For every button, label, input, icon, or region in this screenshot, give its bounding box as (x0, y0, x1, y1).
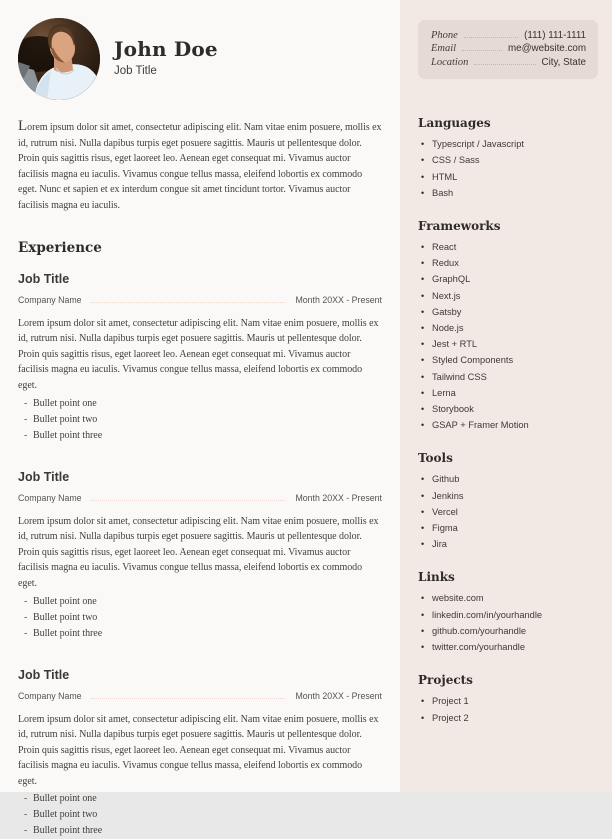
contact-label: Email (431, 42, 456, 55)
job-description: Lorem ipsum dolor sit amet, consectetur adipiscing elit. Nam vitae enim posuere, mollis ex id, rutrum nisi. Nulla dapibus turpis eget posuere sagittis. Mauris ut pellentesque dolor. Proin quis sagittis risus, eget laoreet leo. Aenean eget consequat mi. Vivamus auctor facilisis magna eu iaculis. Vivamus congue tellus massa, eleifend lobortis ex commodo eget. (18, 514, 382, 592)
sidebar-section-heading: Links (418, 570, 598, 584)
contact-value: City, State (542, 56, 586, 69)
sidebar-list-item: • Next.js (418, 288, 598, 304)
sidebar-link-item[interactable]: • github.com/yourhandle (418, 623, 598, 639)
job-entry (18, 668, 382, 839)
sidebar-list-item: • Lerna (418, 385, 598, 401)
job-bullet: - Bullet point three (18, 428, 382, 444)
experience-heading: Experience (18, 240, 382, 256)
dotted-leader (91, 698, 286, 699)
job-bullet: - Bullet point three (18, 823, 382, 839)
sidebar-list-item: • GraphQL (418, 271, 598, 287)
contact-value[interactable]: me@website.com (508, 42, 586, 55)
job-bullets (18, 396, 382, 444)
sidebar-list-item: • Gatsby (418, 304, 598, 320)
job-meta-row (18, 691, 382, 702)
job-entry (18, 272, 382, 444)
sidebar-list-item: • CSS / Sass (418, 152, 598, 168)
job-bullets (18, 791, 382, 839)
job-bullet: - Bullet point one (18, 594, 382, 610)
sidebar-section (418, 673, 598, 725)
dotted-leader (91, 500, 286, 501)
job-meta-row (18, 295, 382, 306)
sidebar-section-list (418, 693, 598, 725)
sidebar-sections (418, 116, 598, 725)
contact-row (431, 56, 586, 69)
sidebar-list-item: • Storybook (418, 401, 598, 417)
sidebar-list-item: • Jenkins (418, 488, 598, 504)
sidebar-section-list (418, 239, 598, 433)
job-dates: Month 20XX - Present (295, 691, 382, 701)
contact-value: (111) 111-1111 (524, 29, 586, 42)
person-name: John Doe (114, 38, 218, 61)
sidebar-list-item: • Jest + RTL (418, 336, 598, 352)
sidebar-section-heading: Frameworks (418, 219, 598, 233)
job-dates: Month 20XX - Present (295, 295, 382, 305)
sidebar-section-list (418, 136, 598, 201)
experience-section (18, 240, 382, 839)
sidebar-list-item: • Vercel (418, 504, 598, 520)
contact-row (431, 42, 586, 55)
job-meta-row (18, 493, 382, 504)
sidebar-list-item: • Node.js (418, 320, 598, 336)
sidebar-section (418, 570, 598, 655)
job-bullet: - Bullet point one (18, 791, 382, 807)
job-title: Job Title (18, 470, 382, 484)
sidebar-section (418, 116, 598, 201)
company-name: Company Name (18, 691, 82, 701)
sidebar-section (418, 451, 598, 552)
company-name: Company Name (18, 493, 82, 503)
dotted-leader (462, 50, 502, 51)
sidebar-link-item[interactable]: • website.com (418, 590, 598, 606)
contact-label: Location (431, 56, 468, 69)
job-title: Job Title (18, 272, 382, 286)
contact-card (418, 20, 598, 79)
profile-photo (18, 18, 100, 100)
identity-header (18, 18, 382, 100)
job-entry (18, 470, 382, 642)
contact-label: Phone (431, 29, 458, 42)
sidebar-list-item: • React (418, 239, 598, 255)
sidebar-list-item: • Bash (418, 185, 598, 201)
sidebar-list-item: • Jira (418, 536, 598, 552)
job-description: Lorem ipsum dolor sit amet, consectetur adipiscing elit. Nam vitae enim posuere, mollis ex id, rutrum nisi. Nulla dapibus turpis eget posuere sagittis. Mauris ut pellentesque dolor. Proin quis sagittis risus, eget laoreet leo. Aenean eget consequat mi. Vivamus auctor facilisis magna eu iaculis. Vivamus congue tellus massa, eleifend lobortis ex commodo eget. (18, 316, 382, 394)
job-description: Lorem ipsum dolor sit amet, consectetur adipiscing elit. Nam vitae enim posuere, mollis ex id, rutrum nisi. Nulla dapibus turpis eget posuere sagittis. Mauris ut pellentesque dolor. Proin quis sagittis risus, eget laoreet leo. Aenean eget consequat mi. Vivamus auctor facilisis magna eu iaculis. Vivamus congue tellus massa, eleifend lobortis ex commodo eget. (18, 712, 382, 790)
sidebar-section-list (418, 471, 598, 552)
job-bullets (18, 594, 382, 642)
sidebar-list-item: • Project 1 (418, 693, 598, 709)
jobs-list (18, 272, 382, 839)
sidebar-section-list (418, 590, 598, 655)
sidebar-link-item[interactable]: • twitter.com/yourhandle (418, 639, 598, 655)
summary-paragraph: Lorem ipsum dolor sit amet, consectetur adipiscing elit. Nam vitae enim posuere, mollis ex id, rutrum nisi. Nulla dapibus turpis eget posuere sagittis. Mauris ut pellentesque dolor. Proin quis sagittis risus, eget laoreet leo. Aenean eget consequat mi. Vivamus auctor facilisis magna eu iaculis. Vivamus congue tellus massa, eleifend lobortis ex commodo eget. Nunc et sapien et ex interdum congue sit amet tincidunt tortor. Vivamus auctor facilisis magna eu iaculis. (18, 119, 382, 214)
sidebar-list-item: • Typescript / Javascript (418, 136, 598, 152)
sidebar-list-item: • HTML (418, 169, 598, 185)
job-dates: Month 20XX - Present (295, 493, 382, 503)
job-bullet: - Bullet point two (18, 412, 382, 428)
sidebar-list-item: • GSAP + Framer Motion (418, 417, 598, 433)
job-bullet: - Bullet point one (18, 396, 382, 412)
sidebar-list-item: • Styled Components (418, 352, 598, 368)
sidebar-section-heading: Projects (418, 673, 598, 687)
contact-rows (431, 29, 586, 69)
sidebar-list-item: • Project 2 (418, 710, 598, 726)
identity-text (114, 38, 218, 77)
job-bullet: - Bullet point three (18, 626, 382, 642)
sidebar-section-heading: Tools (418, 451, 598, 465)
sidebar-section (418, 219, 598, 433)
job-bullet: - Bullet point two (18, 610, 382, 626)
sidebar (400, 0, 612, 792)
sidebar-section-heading: Languages (418, 116, 598, 130)
dotted-leader (91, 302, 286, 303)
contact-row (431, 29, 586, 42)
dotted-leader (464, 37, 518, 38)
job-bullet: - Bullet point two (18, 807, 382, 823)
sidebar-list-item: • Tailwind CSS (418, 369, 598, 385)
sidebar-list-item: • Redux (418, 255, 598, 271)
person-job-title: Job Title (114, 65, 218, 77)
sidebar-list-item: • Github (418, 471, 598, 487)
company-name: Company Name (18, 295, 82, 305)
job-title: Job Title (18, 668, 382, 682)
sidebar-list-item: • Figma (418, 520, 598, 536)
profile-photo-illustration (18, 18, 100, 100)
sidebar-link-item[interactable]: • linkedin.com/in/yourhandle (418, 607, 598, 623)
dotted-leader (474, 64, 535, 65)
